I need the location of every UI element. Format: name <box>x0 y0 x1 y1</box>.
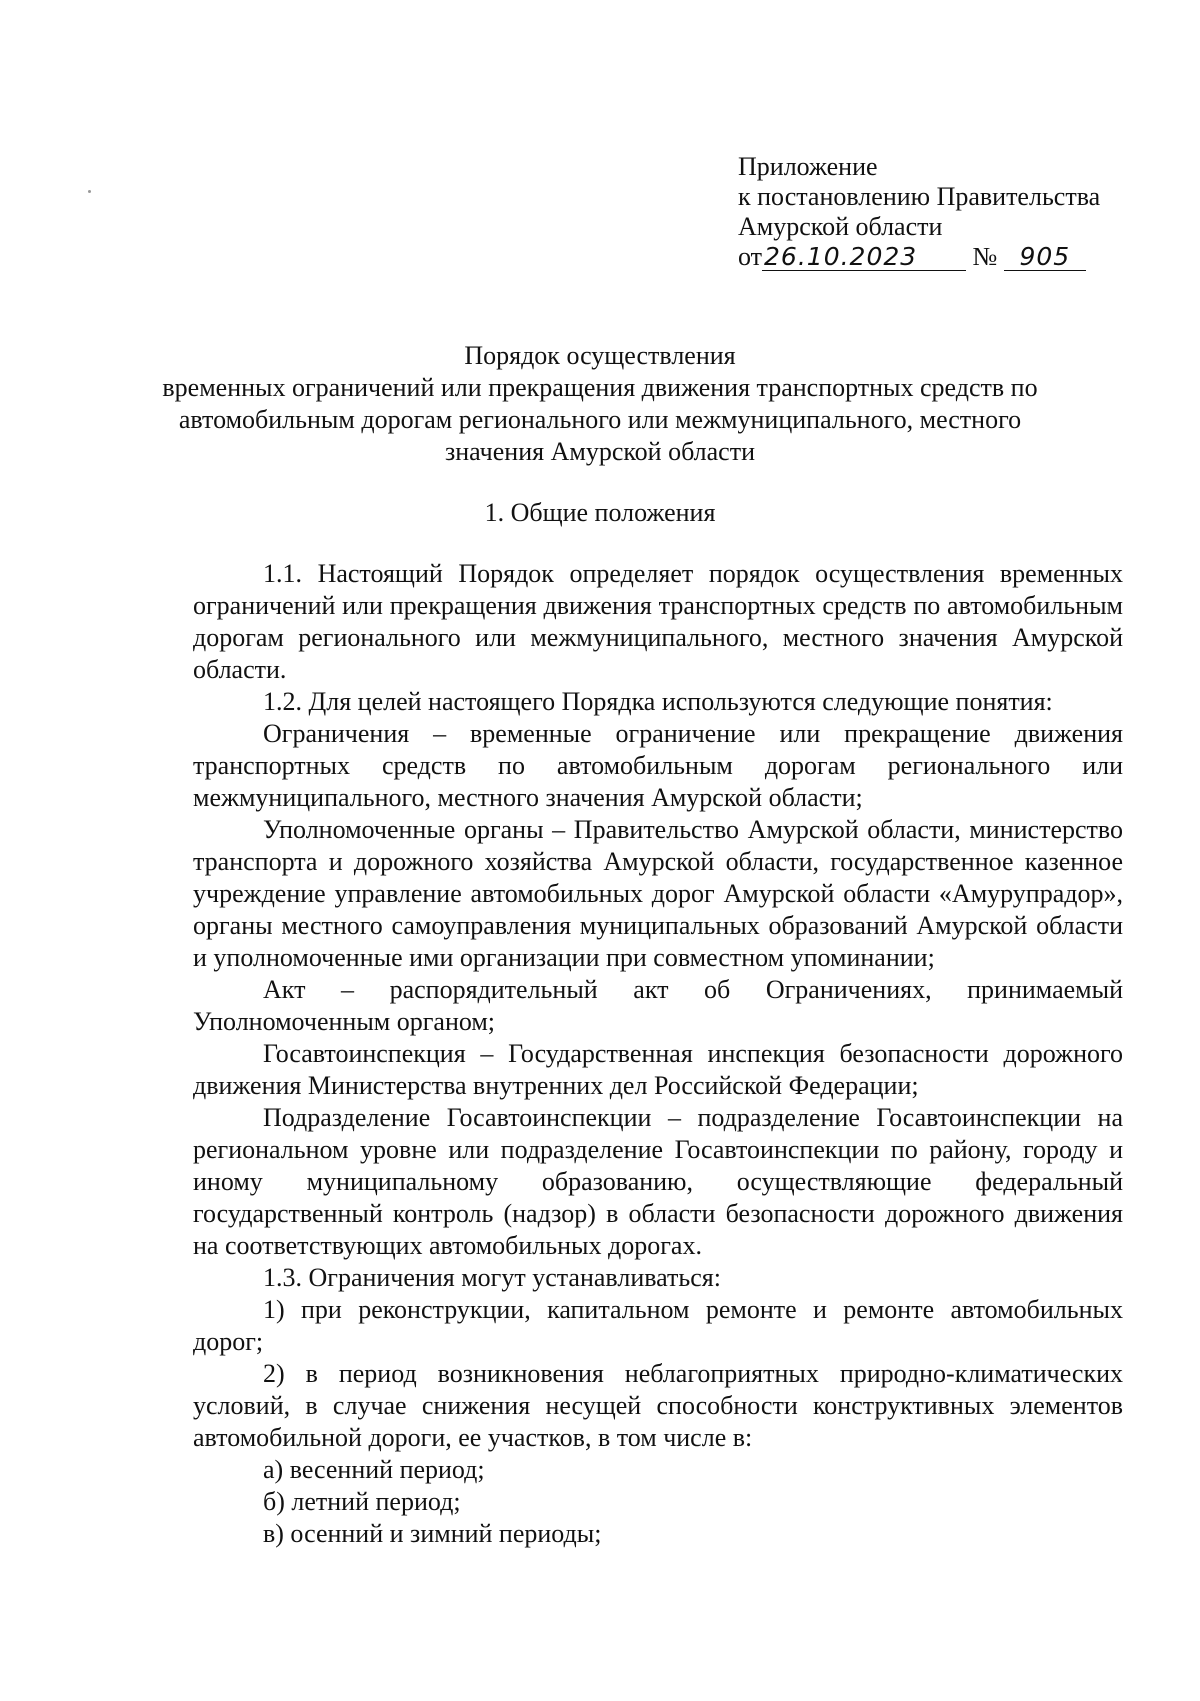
paragraph: Ограничения – временные ограничение или прекращение движения транспортных средств по автомобильным дорогам регионального или межмуниципального, местного значения Амурской области; <box>193 719 1123 812</box>
document-title <box>150 340 1050 468</box>
paragraph: в) осенний и зимний периоды; <box>263 1519 602 1548</box>
date-number-line <box>738 242 1158 276</box>
paragraph: 1.2. Для целей настоящего Порядка используются следующие понятия: <box>263 687 1053 716</box>
title-line: значения Амурской области <box>445 437 755 466</box>
title-line: временных ограничений или прекращения движения транспортных средств по <box>162 373 1038 402</box>
paragraph: 1.3. Ограничения могут устанавливаться: <box>263 1263 721 1292</box>
appendix-label: Приложение <box>738 152 878 181</box>
region-name: Амурской области <box>738 212 943 241</box>
paragraph: б) летний период; <box>263 1487 461 1516</box>
paragraph: 2) в период возникновения неблагоприятных природно-климатических условий, в случае снижения несущей способности конструктивных элементов автомобильной дороги, ее участков, в том числе в: <box>193 1359 1123 1452</box>
paragraph: Подразделение Госавтоинспекции – подразделение Госавтоинспекции на региональном уровне или подразделение Госавтоинспекции по району, городу и иному муниципальному образованию, осуществляющие федеральный государственный контроль (надзор) в области безопасности дорожного движения на соответствующих автомобильных дорогах. <box>193 1103 1123 1260</box>
paragraph: Уполномоченные органы – Правительство Амурской области, министерство транспорта и дорожного хозяйства Амурской области, государственное казенное учреждение управление автомобильных дорог Амурской области «Амурупрадор», органы местного самоуправления муниципальных образований Амурской области и уполномоченные ими организации при совместном упоминании; <box>193 815 1123 972</box>
resolution-reference: к постановлению Правительства <box>738 182 1101 211</box>
date-prefix: от <box>738 242 763 271</box>
document-body <box>193 558 1123 1550</box>
paragraph: Госавтоинспекция – Государственная инспекция безопасности дорожного движения Министерства внутренних дел Российской Федерации; <box>193 1039 1123 1100</box>
paragraph: 1) при реконструкции, капитальном ремонте и ремонте автомобильных дорог; <box>193 1295 1123 1356</box>
handwritten-date: 26.10.2023 <box>762 244 966 271</box>
paragraph: 1.1. Настоящий Порядок определяет порядок осуществления временных ограничений или прекращения движения транспортных средств по автомобильным дорогам регионального или межмуниципального, местного значения Амурской области. <box>193 559 1123 684</box>
title-line: автомобильным дорогам регионального или межмуниципального, местного <box>178 405 1022 434</box>
appendix-header <box>738 152 1158 276</box>
paragraph: Акт – распорядительный акт об Ограничениях, принимаемый Уполномоченным органом; <box>193 975 1123 1036</box>
title-line: Порядок осуществления <box>464 341 736 370</box>
handwritten-number: 905 <box>1004 244 1086 271</box>
number-prefix: № <box>972 242 998 271</box>
section-heading: 1. Общие положения <box>484 498 716 527</box>
paragraph: а) весенний период; <box>263 1455 485 1484</box>
scan-speck <box>88 190 91 193</box>
